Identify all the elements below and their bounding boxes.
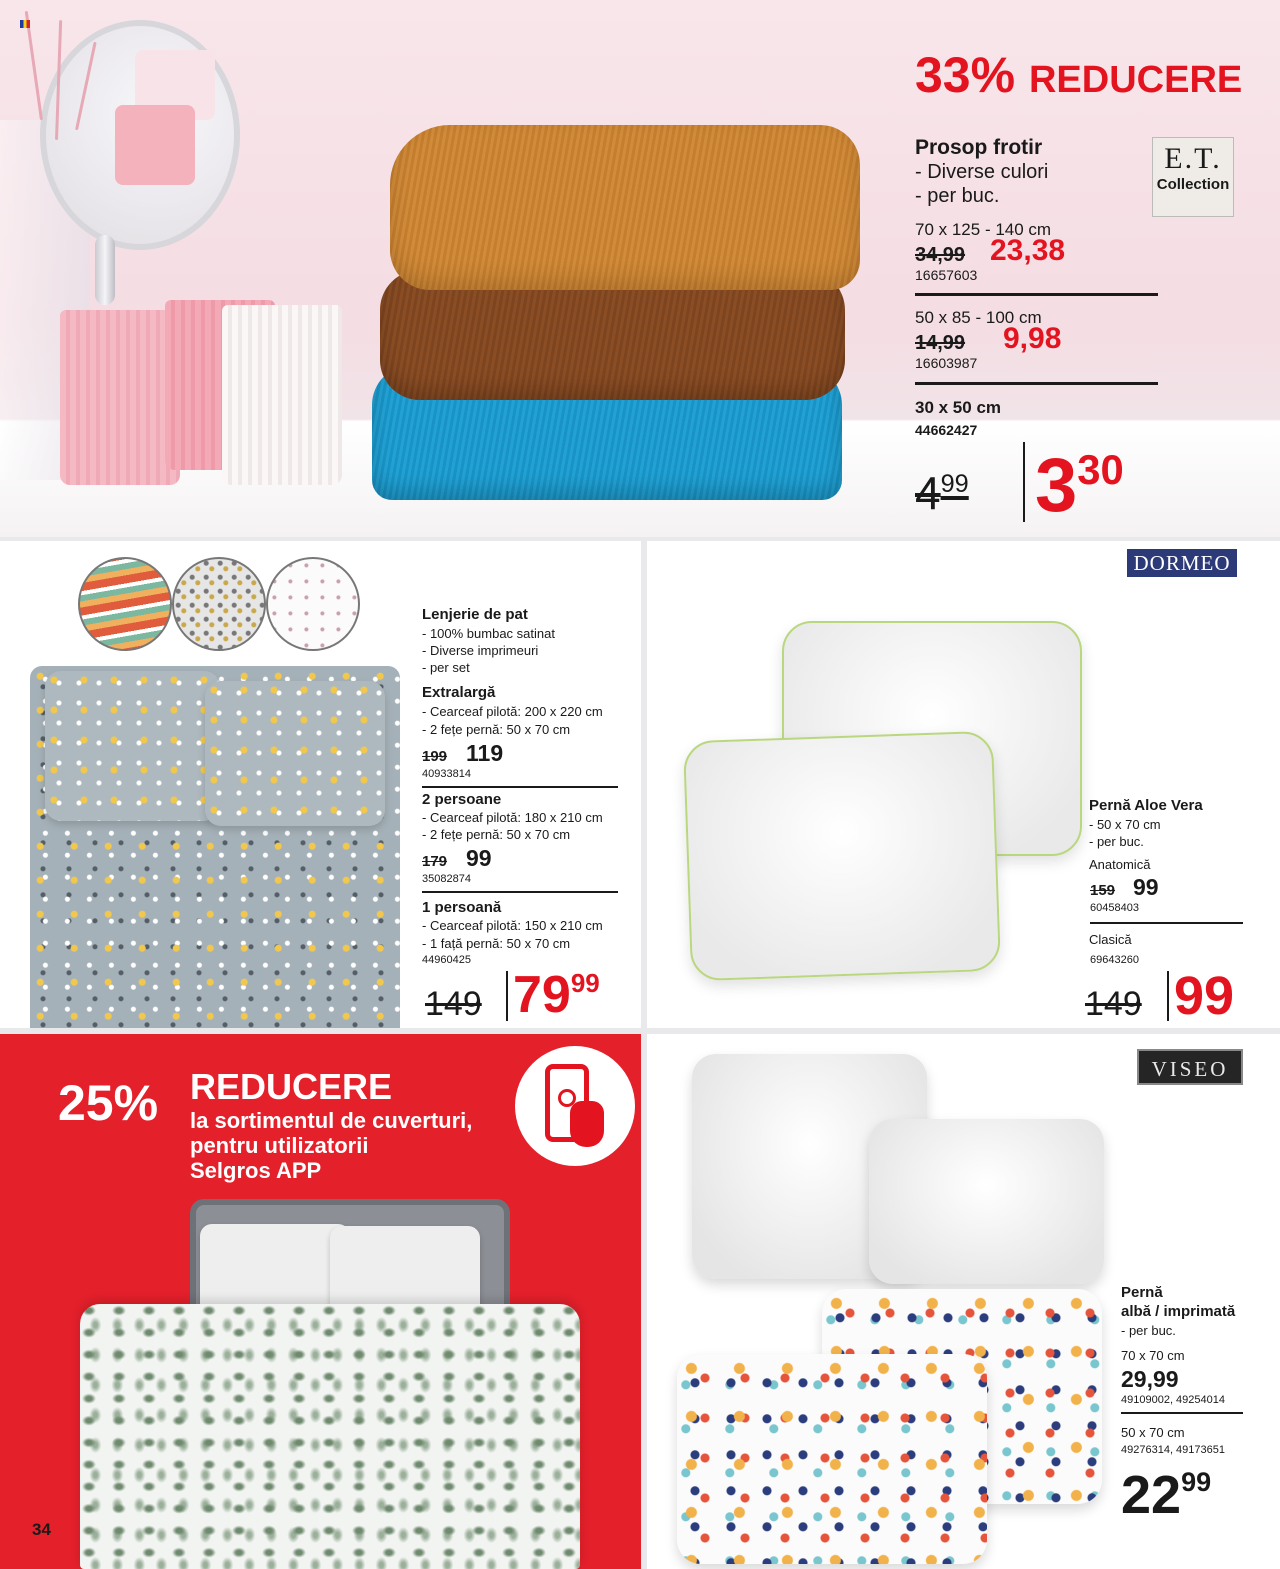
price-separator [1023,442,1025,522]
viseo-pillow-offer-panel [647,1034,1280,1569]
variant-detail: - 1 față pernă: 50 x 70 cm [422,936,571,951]
variant-detail: - 2 fețe pernă: 50 x 70 cm [422,827,571,842]
old-price: 159 [1090,882,1116,899]
variant-size: 30 x 50 cm [915,398,1002,417]
product-desc: - per buc. [1089,834,1144,849]
product-title: Prosop frotir [915,136,1043,159]
offer-line: Selgros APP [190,1158,322,1183]
product-desc: - Diverse imprimeuri [422,643,539,658]
variant-detail: - Cearceaf pilotă: 150 x 210 cm [422,918,603,933]
variant-name: Anatomică [1089,857,1151,872]
divider [1121,1412,1243,1414]
price: 29,99 [1121,1366,1179,1392]
flag-icon [20,20,30,28]
floral-pillow-image [45,671,220,821]
product-desc: - per set [422,660,470,675]
bedding-offer-panel [0,541,641,1028]
old-price-large: 149 [1085,985,1142,1023]
product-title: albă / imprimată [1121,1303,1236,1320]
discount-word: REDUCERE [1028,59,1243,101]
pattern-swatch-floral [172,557,266,651]
white-pillow-image [869,1119,1104,1284]
candle-image [115,105,195,185]
new-price-large [1035,442,1124,529]
brand-et-text: E.T. [1164,142,1222,175]
variant-size: 70 x 125 - 140 cm [915,220,1052,239]
divider [422,786,618,788]
new-price-large [513,965,600,1025]
product-desc: - Diverse culori [915,161,1049,183]
product-desc: - per buc. [915,185,1000,207]
variant-name: 1 persoană [422,899,502,916]
new-price: 99 [466,845,492,871]
towel-offer-section [0,0,1280,537]
hand-pointer-icon [570,1101,604,1147]
product-code: 60458403 [1090,902,1139,914]
price-dec: 99 [1181,1467,1212,1497]
variant-name: 2 persoane [422,791,502,808]
new-price: 99 [1133,874,1159,900]
new-price: 9,98 [1003,322,1062,355]
product-code: 44662427 [915,422,978,438]
new-price-int: 3 [1035,443,1078,528]
variant-size: 50 x 85 - 100 cm [915,308,1042,327]
product-code: 16603987 [915,355,978,371]
new-price-dec: 30 [1077,446,1124,493]
white-pillow-image [683,731,1001,982]
app-badge [515,1046,635,1166]
product-desc: - per buc. [1121,1323,1176,1338]
printed-pillow-image [677,1354,987,1564]
discount-headline [915,46,1242,104]
pattern-swatch-white [266,557,360,651]
product-title: Pernă Aloe Vera [1089,797,1203,814]
product-code: 44960425 [422,954,471,966]
old-price: 34,99 [915,244,966,266]
price-large [1121,1464,1211,1526]
product-code: 40933814 [422,768,471,780]
bedspread-app-offer-panel [0,1034,641,1569]
product-code: 49276314, 49173651 [1121,1444,1225,1456]
discount-percent: 25% [58,1075,159,1131]
page-number: 34 [32,1520,51,1539]
divider [915,382,1158,385]
old-price-large: 149 [425,985,482,1023]
new-price-int: 79 [513,966,571,1024]
discount-percent: 33% [915,47,1016,103]
product-code: 49109002, 49254014 [1121,1394,1225,1406]
viseo-logo: VISEO [1137,1049,1243,1085]
bedspread-image [80,1304,580,1569]
candle-image [60,310,180,485]
new-price-large: 99 [1174,966,1235,1026]
divider [1090,922,1243,924]
et-collection-logo [1152,137,1234,217]
product-title: Pernă [1121,1284,1163,1301]
variant-name: Clasică [1089,932,1132,947]
aloe-pillow-offer-panel [647,541,1280,1028]
discount-word: REDUCERE [190,1066,393,1107]
old-price-dec: 99 [940,470,969,498]
old-price: 179 [422,853,448,870]
product-code: 35082874 [422,873,471,885]
product-title: Lenjerie de pat [422,606,528,623]
variant-detail: - Cearceaf pilotă: 200 x 220 cm [422,704,603,719]
price-int: 22 [1121,1465,1182,1525]
variant-size: 70 x 70 cm [1121,1348,1185,1363]
offer-line: la sortimentul de cuverturi, [190,1108,473,1133]
product-code: 16657603 [915,267,978,283]
divider [422,891,618,893]
divider [915,293,1158,296]
old-price-int: 4 [915,467,941,519]
price-separator [1167,971,1169,1021]
new-price-dec: 99 [570,968,600,998]
variant-detail: - Cearceaf pilotă: 180 x 210 cm [422,810,603,825]
variant-name: Extralargă [422,684,496,701]
dormeo-logo: DORMEO [1127,549,1237,577]
product-desc: - 50 x 70 cm [1089,817,1161,832]
candle-image [222,305,342,485]
mirror-stand-image [95,235,115,305]
old-price-large [915,466,969,520]
new-price: 119 [466,740,504,766]
pattern-swatch-stripes [78,557,172,651]
floral-pillow-image [205,681,385,826]
product-code: 69643260 [1090,954,1139,966]
product-desc: - 100% bumbac satinat [422,626,555,641]
old-price: 199 [422,748,448,765]
price-separator [506,971,508,1021]
offer-line: pentru utilizatorii [190,1133,369,1158]
variant-size: 50 x 70 cm [1121,1425,1185,1440]
variant-detail: - 2 fețe pernă: 50 x 70 cm [422,722,571,737]
orange-towel-image [390,125,860,290]
brand-collection-text: Collection [1156,176,1230,193]
old-price: 14,99 [915,332,966,354]
new-price: 23,38 [990,234,1066,267]
